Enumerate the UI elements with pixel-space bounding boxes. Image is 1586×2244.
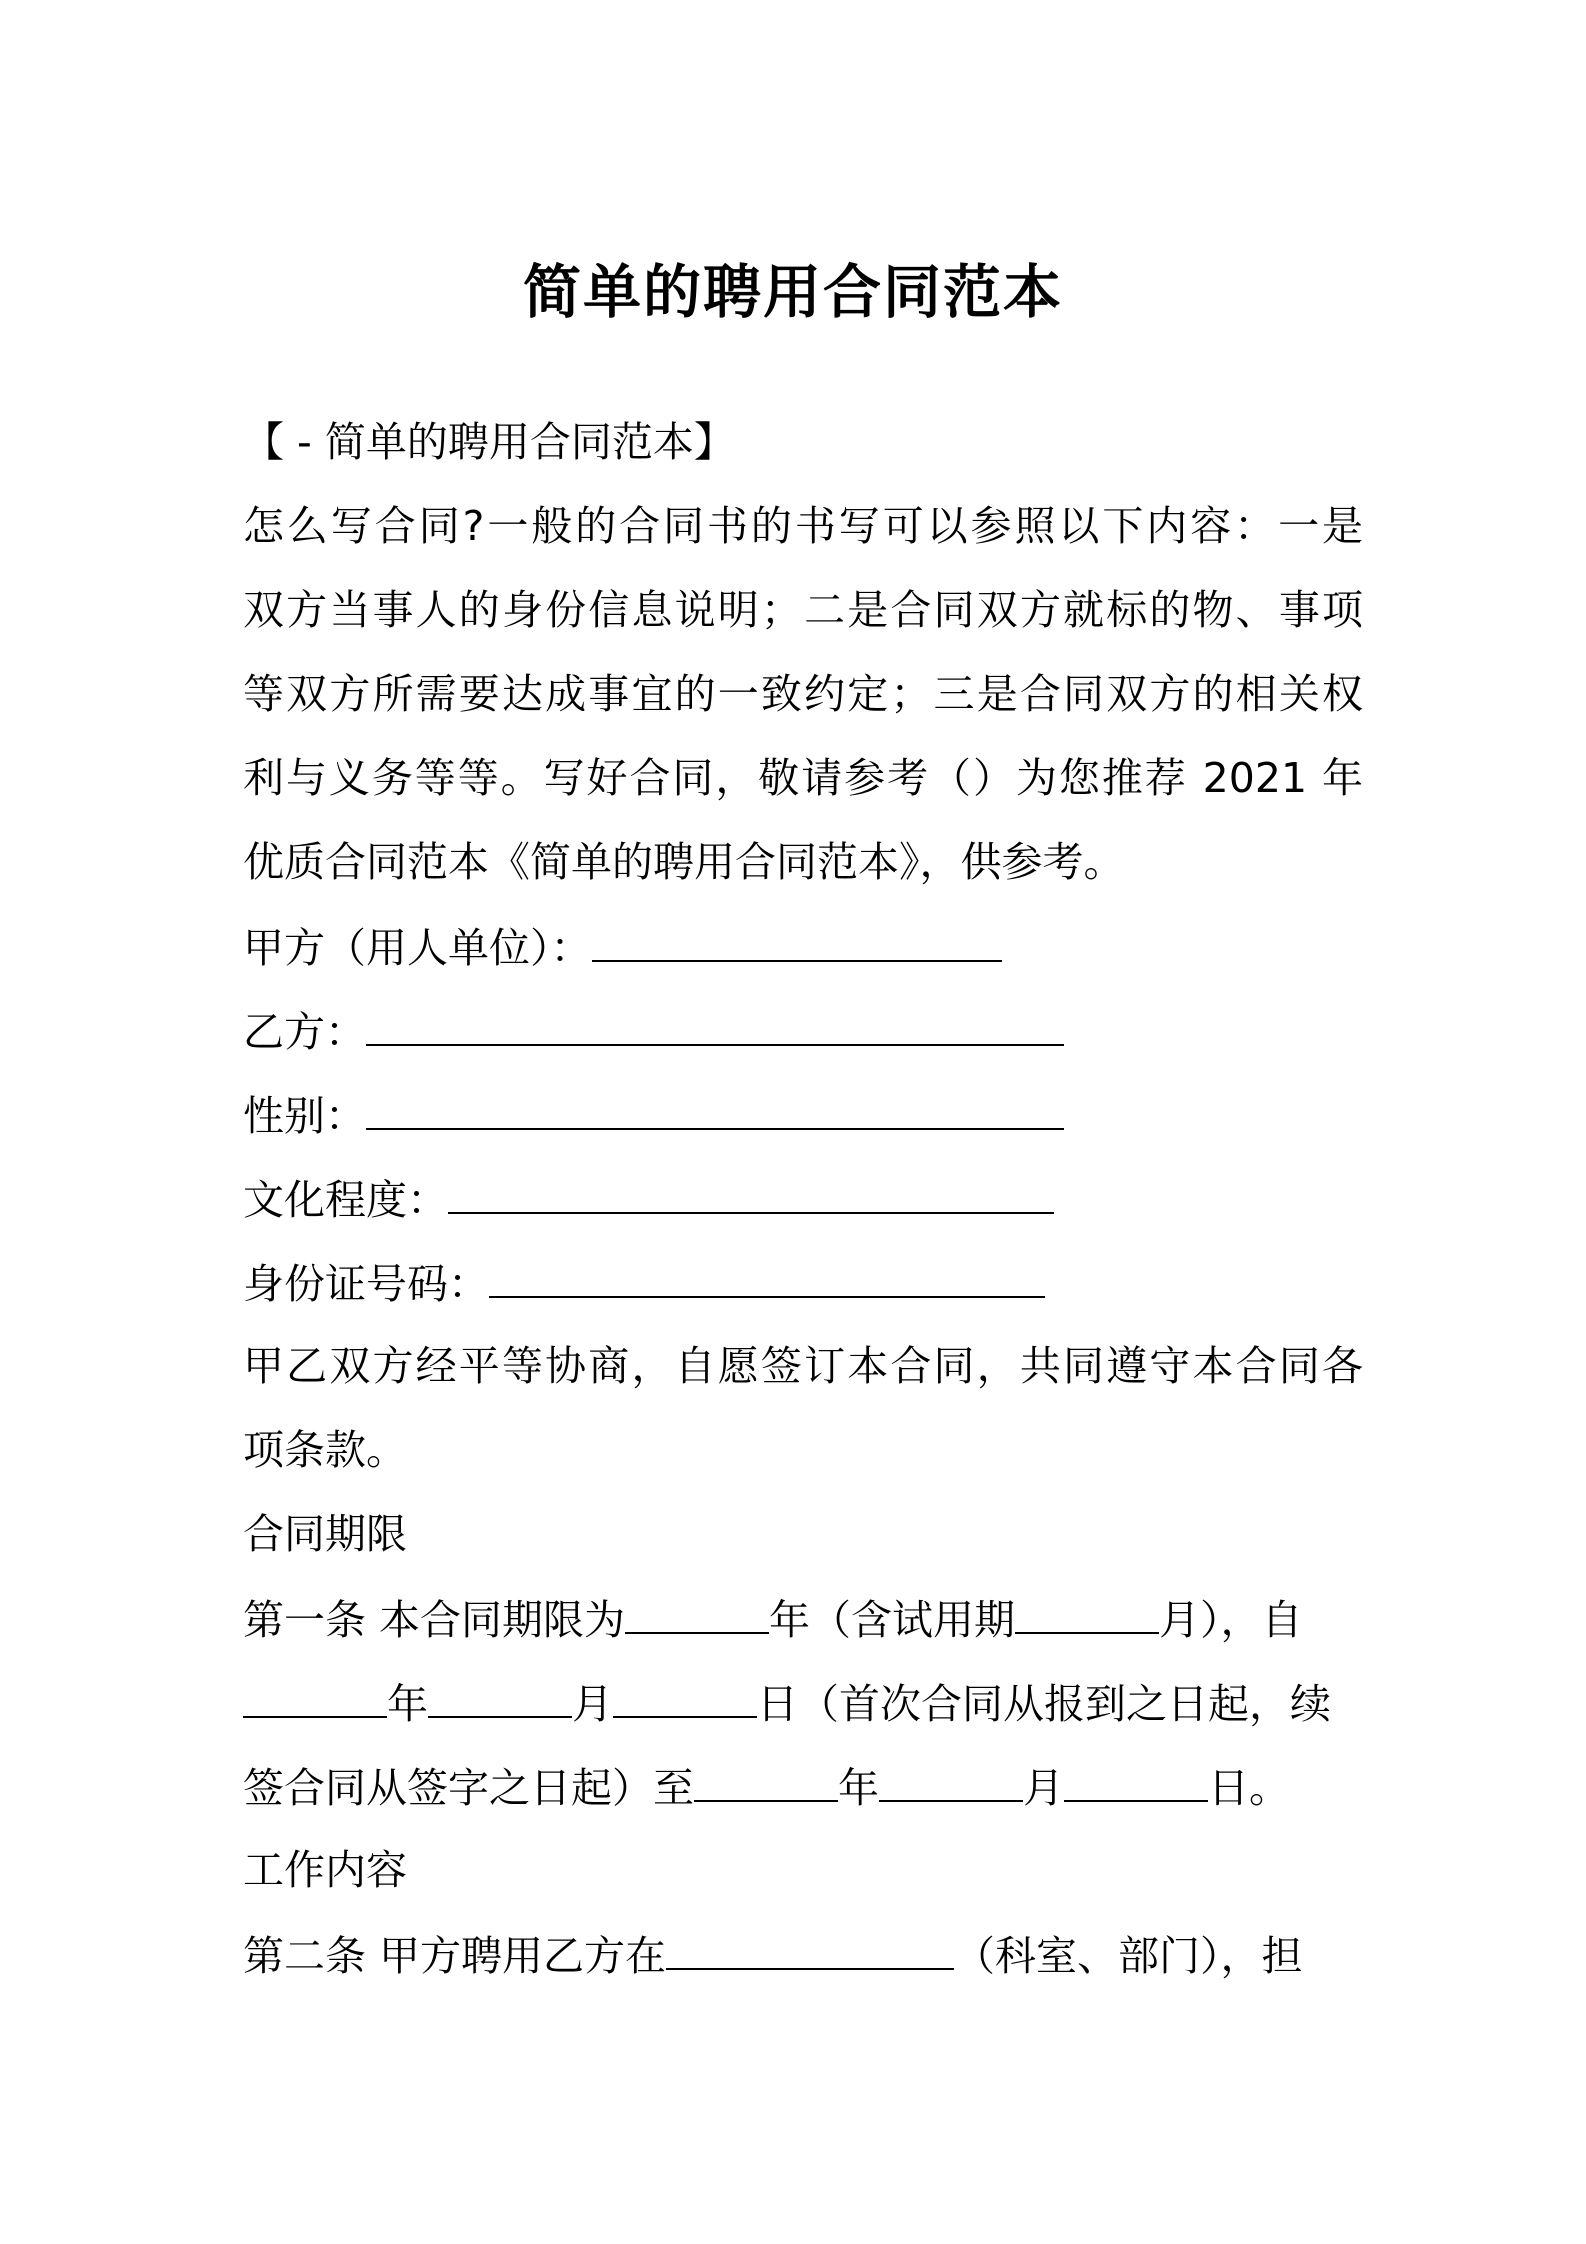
- article-text: 第一条 本合同期限为: [243, 1596, 626, 1644]
- article-2-line-1: [243, 1924, 1363, 1986]
- article-text: 日（首次合同从报到之日起，续: [757, 1680, 1331, 1728]
- field-label: 身份证号码：: [243, 1260, 489, 1308]
- document-subtitle: 【 - 简单的聘用合同范本】: [243, 418, 735, 466]
- article-1-line-2: [243, 1672, 1363, 1734]
- section-heading-work: 工作内容: [243, 1846, 407, 1894]
- blank-line: [592, 916, 1002, 962]
- blank-line: [243, 1672, 387, 1718]
- article-text: 月），自: [1159, 1596, 1303, 1644]
- field-label: 文化程度：: [243, 1176, 448, 1224]
- blank-line: [366, 1000, 1064, 1046]
- article-text: 月: [1023, 1764, 1064, 1812]
- intro-line: 利与义务等等。写好合同，敬请参考（）为您推荐 2021 年: [243, 754, 1363, 802]
- blank-line: [625, 1588, 769, 1634]
- blank-line: [448, 1168, 1054, 1214]
- field-label: 甲方（用人单位）：: [243, 924, 592, 972]
- field-label: 性别：: [243, 1092, 366, 1140]
- intro-line: 优质合同范本《简单的聘用合同范本》，供参考。: [243, 838, 1125, 886]
- blank-line: [1064, 1756, 1208, 1802]
- blank-line: [694, 1756, 838, 1802]
- blank-line: [879, 1756, 1023, 1802]
- intro-line: 双方当事人的身份信息说明；二是合同双方就标的物、事项: [243, 586, 1363, 634]
- article-1-line-1: [243, 1588, 1363, 1650]
- agreement-line: 甲乙双方经平等协商，自愿签订本合同，共同遵守本合同各: [243, 1342, 1363, 1390]
- article-text: 年: [387, 1680, 428, 1728]
- article-text: 年（含试用期: [769, 1596, 1016, 1644]
- blank-line: [666, 1924, 954, 1970]
- field-party-b: [243, 1000, 1363, 1062]
- blank-line: [1015, 1588, 1159, 1634]
- section-heading-term: 合同期限: [243, 1510, 407, 1558]
- field-label: 乙方：: [243, 1008, 366, 1056]
- field-gender: [243, 1084, 1363, 1146]
- blank-line: [366, 1084, 1064, 1130]
- document-title: 简单的聘用合同范本: [522, 258, 1063, 326]
- article-text: 月: [572, 1680, 613, 1728]
- agreement-line: 项条款。: [243, 1426, 407, 1474]
- article-text: 签合同从签字之日起）至: [243, 1764, 694, 1812]
- blank-line: [489, 1252, 1045, 1298]
- field-education: [243, 1168, 1363, 1230]
- blank-line: [613, 1672, 757, 1718]
- intro-line: 怎么写合同?一般的合同书的书写可以参照以下内容：一是: [243, 502, 1363, 550]
- article-1-line-3: [243, 1756, 1363, 1818]
- field-id-number: [243, 1252, 1363, 1314]
- article-text: （科室、部门），担: [954, 1932, 1303, 1980]
- intro-line: 等双方所需要达成事宜的一致约定；三是合同双方的相关权: [243, 670, 1363, 718]
- field-party-a: [243, 916, 1363, 978]
- article-text: 日。: [1208, 1764, 1290, 1812]
- article-text: 第二条 甲方聘用乙方在: [243, 1932, 667, 1980]
- article-text: 年: [838, 1764, 879, 1812]
- blank-line: [428, 1672, 572, 1718]
